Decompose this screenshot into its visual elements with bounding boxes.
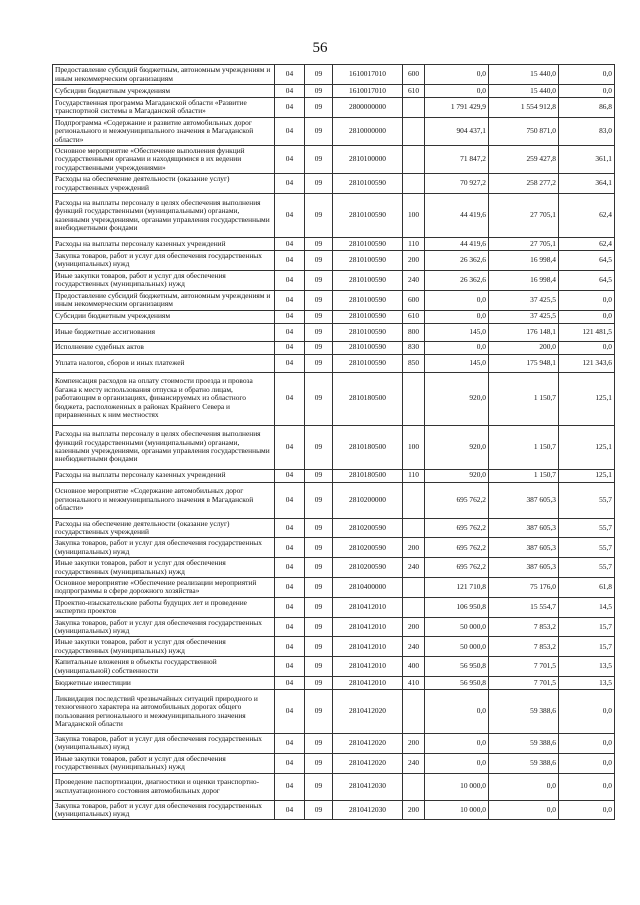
target-article-code: 1610017010 xyxy=(333,65,403,85)
subsection-code: 09 xyxy=(305,753,333,773)
section-code: 04 xyxy=(275,238,305,251)
expense-type-code: 100 xyxy=(403,194,425,238)
approved-amount: 71 847,2 xyxy=(425,146,489,174)
approved-amount: 50 000,0 xyxy=(425,617,489,637)
section-code: 04 xyxy=(275,558,305,578)
execution-percent: 62,4 xyxy=(559,238,615,251)
table-row xyxy=(53,469,615,482)
table-row xyxy=(53,85,615,98)
target-article-code: 2810100590 xyxy=(333,290,403,310)
execution-percent: 0,0 xyxy=(559,753,615,773)
subsection-code: 09 xyxy=(305,372,333,425)
subsection-code: 09 xyxy=(305,194,333,238)
table-row xyxy=(53,657,615,677)
section-code: 04 xyxy=(275,323,305,341)
expense-type-code: 240 xyxy=(403,753,425,773)
budget-item-name: Предоставление субсидий бюджетным, автономным учреждениям и иным некоммерческим организациям xyxy=(53,290,275,310)
approved-amount: 10 000,0 xyxy=(425,800,489,820)
target-article-code: 2810400000 xyxy=(333,577,403,597)
table-row xyxy=(53,238,615,251)
subsection-code: 09 xyxy=(305,677,333,690)
target-article-code: 2810100590 xyxy=(333,323,403,341)
executed-amount: 1 150,7 xyxy=(489,372,559,425)
executed-amount: 7 853,2 xyxy=(489,617,559,637)
table-row xyxy=(53,98,615,118)
subsection-code: 09 xyxy=(305,734,333,754)
subsection-code: 09 xyxy=(305,290,333,310)
target-article-code: 2810180500 xyxy=(333,425,403,469)
executed-amount: 27 705,1 xyxy=(489,238,559,251)
section-code: 04 xyxy=(275,146,305,174)
executed-amount: 258 277,2 xyxy=(489,174,559,194)
executed-amount: 15 440,0 xyxy=(489,85,559,98)
expense-type-code xyxy=(403,577,425,597)
table-row xyxy=(53,597,615,617)
approved-amount: 695 762,2 xyxy=(425,538,489,558)
budget-item-name: Закупка товаров, работ и услуг для обеспечения государственных (муниципальных) нужд xyxy=(53,251,275,271)
budget-item-name: Компенсация расходов на оплату стоимости проезда и провоза багажа к месту использования отпуска и обратно лицам, работающим в организациях, финансируемых из областного бюджета, расположенных в районах Крайнего Севера и приравненных к ним местностях xyxy=(53,372,275,425)
expense-type-code xyxy=(403,482,425,518)
subsection-code: 09 xyxy=(305,657,333,677)
table-row xyxy=(53,538,615,558)
execution-percent: 86,8 xyxy=(559,98,615,118)
table-row xyxy=(53,372,615,425)
approved-amount: 121 710,8 xyxy=(425,577,489,597)
executed-amount: 387 605,3 xyxy=(489,538,559,558)
approved-amount: 920,0 xyxy=(425,469,489,482)
table-row xyxy=(53,310,615,323)
expense-type-code: 830 xyxy=(403,341,425,354)
expense-type-code: 800 xyxy=(403,323,425,341)
budget-table xyxy=(52,64,615,820)
table-row xyxy=(53,251,615,271)
budget-item-name: Бюджетные инвестиции xyxy=(53,677,275,690)
budget-item-name: Расходы на выплаты персоналу в целях обеспечения выполнения функций государственными (муниципальными) органами, казенными учреждениями, органами управления государственными внебюджетными фондами xyxy=(53,194,275,238)
budget-item-name: Закупка товаров, работ и услуг для обеспечения государственных (муниципальных) нужд xyxy=(53,538,275,558)
budget-item-name: Расходы на выплаты персоналу казенных учреждений xyxy=(53,238,275,251)
section-code: 04 xyxy=(275,469,305,482)
budget-item-name: Иные закупки товаров, работ и услуг для обеспечения государственных (муниципальных) нужд xyxy=(53,753,275,773)
execution-percent: 64,5 xyxy=(559,251,615,271)
section-code: 04 xyxy=(275,773,305,800)
target-article-code: 2810412010 xyxy=(333,637,403,657)
approved-amount: 0,0 xyxy=(425,734,489,754)
table-row xyxy=(53,558,615,578)
section-code: 04 xyxy=(275,753,305,773)
execution-percent: 55,7 xyxy=(559,558,615,578)
executed-amount: 7 701,5 xyxy=(489,677,559,690)
subsection-code: 09 xyxy=(305,469,333,482)
subsection-code: 09 xyxy=(305,85,333,98)
approved-amount: 44 419,6 xyxy=(425,194,489,238)
subsection-code: 09 xyxy=(305,558,333,578)
execution-percent: 0,0 xyxy=(559,690,615,734)
approved-amount: 26 362,6 xyxy=(425,251,489,271)
execution-percent: 15,7 xyxy=(559,637,615,657)
expense-type-code: 200 xyxy=(403,251,425,271)
expense-type-code xyxy=(403,372,425,425)
subsection-code: 09 xyxy=(305,238,333,251)
target-article-code: 2810200590 xyxy=(333,518,403,538)
target-article-code: 1610017010 xyxy=(333,85,403,98)
budget-item-name: Закупка товаров, работ и услуг для обеспечения государственных (муниципальных) нужд xyxy=(53,734,275,754)
execution-percent: 125,1 xyxy=(559,469,615,482)
target-article-code: 2810412010 xyxy=(333,677,403,690)
executed-amount: 16 998,4 xyxy=(489,251,559,271)
execution-percent: 62,4 xyxy=(559,194,615,238)
table-row xyxy=(53,174,615,194)
execution-percent: 125,1 xyxy=(559,372,615,425)
executed-amount: 16 998,4 xyxy=(489,270,559,290)
executed-amount: 7 853,2 xyxy=(489,637,559,657)
table-row xyxy=(53,577,615,597)
approved-amount: 10 000,0 xyxy=(425,773,489,800)
approved-amount: 0,0 xyxy=(425,65,489,85)
target-article-code: 2810100590 xyxy=(333,194,403,238)
table-row xyxy=(53,146,615,174)
table-row xyxy=(53,677,615,690)
target-article-code: 2810412010 xyxy=(333,597,403,617)
target-article-code: 2810100590 xyxy=(333,354,403,372)
executed-amount: 387 605,3 xyxy=(489,482,559,518)
execution-percent: 0,0 xyxy=(559,310,615,323)
approved-amount: 0,0 xyxy=(425,753,489,773)
executed-amount: 0,0 xyxy=(489,800,559,820)
subsection-code: 09 xyxy=(305,98,333,118)
executed-amount: 37 425,5 xyxy=(489,310,559,323)
table-row xyxy=(53,482,615,518)
budget-item-name: Проведение паспортизации, диагностики и оценки транспортно-эксплуатационного состояния автомобильных дорог xyxy=(53,773,275,800)
approved-amount: 695 762,2 xyxy=(425,482,489,518)
execution-percent: 364,1 xyxy=(559,174,615,194)
section-code: 04 xyxy=(275,98,305,118)
section-code: 04 xyxy=(275,482,305,518)
execution-percent: 0,0 xyxy=(559,85,615,98)
execution-percent: 61,8 xyxy=(559,577,615,597)
approved-amount: 56 950,8 xyxy=(425,657,489,677)
execution-percent: 13,5 xyxy=(559,657,615,677)
section-code: 04 xyxy=(275,677,305,690)
table-row xyxy=(53,690,615,734)
expense-type-code xyxy=(403,174,425,194)
executed-amount: 1 150,7 xyxy=(489,469,559,482)
budget-item-name: Иные закупки товаров, работ и услуг для обеспечения государственных (муниципальных) нужд xyxy=(53,637,275,657)
expense-type-code: 400 xyxy=(403,657,425,677)
budget-item-name: Проектно-изыскательские работы будущих лет и проведение экспертиз проектов xyxy=(53,597,275,617)
executed-amount: 59 388,6 xyxy=(489,753,559,773)
approved-amount: 0,0 xyxy=(425,85,489,98)
table-row xyxy=(53,425,615,469)
section-code: 04 xyxy=(275,637,305,657)
expense-type-code: 100 xyxy=(403,425,425,469)
executed-amount: 37 425,5 xyxy=(489,290,559,310)
target-article-code: 2810200000 xyxy=(333,482,403,518)
expense-type-code: 240 xyxy=(403,270,425,290)
target-article-code: 2810000000 xyxy=(333,117,403,145)
approved-amount: 920,0 xyxy=(425,425,489,469)
executed-amount: 75 176,0 xyxy=(489,577,559,597)
budget-item-name: Государственная программа Магаданской области «Развитие транспортной системы в Магаданской области» xyxy=(53,98,275,118)
approved-amount: 695 762,2 xyxy=(425,558,489,578)
execution-percent: 64,5 xyxy=(559,270,615,290)
subsection-code: 09 xyxy=(305,538,333,558)
approved-amount: 70 927,2 xyxy=(425,174,489,194)
subsection-code: 09 xyxy=(305,597,333,617)
subsection-code: 09 xyxy=(305,310,333,323)
approved-amount: 26 362,6 xyxy=(425,270,489,290)
target-article-code: 2810100590 xyxy=(333,238,403,251)
budget-item-name: Расходы на обеспечение деятельности (оказание услуг) государственных учреждений xyxy=(53,518,275,538)
expense-type-code: 200 xyxy=(403,538,425,558)
subsection-code: 09 xyxy=(305,341,333,354)
subsection-code: 09 xyxy=(305,146,333,174)
budget-item-name: Иные закупки товаров, работ и услуг для обеспечения государственных (муниципальных) нужд xyxy=(53,558,275,578)
table-row xyxy=(53,734,615,754)
execution-percent: 121 481,5 xyxy=(559,323,615,341)
subsection-code: 09 xyxy=(305,482,333,518)
subsection-code: 09 xyxy=(305,617,333,637)
target-article-code: 2810412020 xyxy=(333,734,403,754)
target-article-code: 2810100590 xyxy=(333,174,403,194)
approved-amount: 695 762,2 xyxy=(425,518,489,538)
subsection-code: 09 xyxy=(305,117,333,145)
table-row xyxy=(53,341,615,354)
budget-item-name: Иные закупки товаров, работ и услуг для обеспечения государственных (муниципальных) нужд xyxy=(53,270,275,290)
subsection-code: 09 xyxy=(305,518,333,538)
budget-item-name: Предоставление субсидий бюджетным, автономным учреждениям и иным некоммерческим организациям xyxy=(53,65,275,85)
table-row xyxy=(53,194,615,238)
expense-type-code xyxy=(403,117,425,145)
target-article-code: 2810100590 xyxy=(333,310,403,323)
target-article-code: 2810412030 xyxy=(333,800,403,820)
target-article-code: 2810100590 xyxy=(333,270,403,290)
executed-amount: 0,0 xyxy=(489,773,559,800)
expense-type-code xyxy=(403,773,425,800)
section-code: 04 xyxy=(275,117,305,145)
table-row xyxy=(53,518,615,538)
budget-item-name: Уплата налогов, сборов и иных платежей xyxy=(53,354,275,372)
target-article-code: 2810100000 xyxy=(333,146,403,174)
budget-item-name: Субсидии бюджетным учреждениям xyxy=(53,310,275,323)
expense-type-code: 110 xyxy=(403,238,425,251)
expense-type-code xyxy=(403,98,425,118)
section-code: 04 xyxy=(275,657,305,677)
budget-item-name: Основное мероприятие «Обеспечение выполнения функций государственными органами и находящимися в их ведении государственными учреждениями» xyxy=(53,146,275,174)
budget-item-name: Закупка товаров, работ и услуг для обеспечения государственных (муниципальных) нужд xyxy=(53,800,275,820)
execution-percent: 55,7 xyxy=(559,518,615,538)
approved-amount: 0,0 xyxy=(425,310,489,323)
section-code: 04 xyxy=(275,734,305,754)
approved-amount: 0,0 xyxy=(425,690,489,734)
execution-percent: 13,5 xyxy=(559,677,615,690)
subsection-code: 09 xyxy=(305,577,333,597)
section-code: 04 xyxy=(275,174,305,194)
executed-amount: 387 605,3 xyxy=(489,558,559,578)
execution-percent: 125,1 xyxy=(559,425,615,469)
approved-amount: 0,0 xyxy=(425,341,489,354)
approved-amount: 56 950,8 xyxy=(425,677,489,690)
expense-type-code xyxy=(403,690,425,734)
section-code: 04 xyxy=(275,251,305,271)
section-code: 04 xyxy=(275,800,305,820)
expense-type-code xyxy=(403,597,425,617)
table-row xyxy=(53,290,615,310)
section-code: 04 xyxy=(275,425,305,469)
table-row xyxy=(53,637,615,657)
executed-amount: 175 948,1 xyxy=(489,354,559,372)
execution-percent: 0,0 xyxy=(559,734,615,754)
budget-item-name: Основное мероприятие «Содержание автомобильных дорог регионального и межмуниципального значения в Магаданской области» xyxy=(53,482,275,518)
target-article-code: 2810200590 xyxy=(333,538,403,558)
target-article-code: 2810412030 xyxy=(333,773,403,800)
execution-percent: 55,7 xyxy=(559,538,615,558)
table-row xyxy=(53,323,615,341)
approved-amount: 904 437,1 xyxy=(425,117,489,145)
target-article-code: 2810180500 xyxy=(333,469,403,482)
section-code: 04 xyxy=(275,577,305,597)
executed-amount: 387 605,3 xyxy=(489,518,559,538)
table-row xyxy=(53,617,615,637)
executed-amount: 750 871,0 xyxy=(489,117,559,145)
section-code: 04 xyxy=(275,372,305,425)
budget-item-name: Подпрограмма «Содержание и развитие автомобильных дорог регионального и межмуниципального значения в Магаданской области» xyxy=(53,117,275,145)
budget-item-name: Иные бюджетные ассигнования xyxy=(53,323,275,341)
expense-type-code: 200 xyxy=(403,734,425,754)
subsection-code: 09 xyxy=(305,251,333,271)
section-code: 04 xyxy=(275,341,305,354)
subsection-code: 09 xyxy=(305,637,333,657)
expense-type-code xyxy=(403,146,425,174)
target-article-code: 2810100590 xyxy=(333,341,403,354)
budget-item-name: Исполнение судебных актов xyxy=(53,341,275,354)
section-code: 04 xyxy=(275,85,305,98)
subsection-code: 09 xyxy=(305,800,333,820)
budget-item-name: Капитальные вложения в объекты государственной (муниципальной) собственности xyxy=(53,657,275,677)
execution-percent: 0,0 xyxy=(559,800,615,820)
section-code: 04 xyxy=(275,270,305,290)
executed-amount: 200,0 xyxy=(489,341,559,354)
target-article-code: 2810100590 xyxy=(333,251,403,271)
section-code: 04 xyxy=(275,518,305,538)
page-number: 56 xyxy=(312,40,328,56)
section-code: 04 xyxy=(275,538,305,558)
subsection-code: 09 xyxy=(305,773,333,800)
table-row xyxy=(53,800,615,820)
budget-item-name: Ликвидация последствий чрезвычайных ситуаций природного и техногенного характера на автомобильных дорогах общего пользования регионального и межмуниципального значения Магаданской области xyxy=(53,690,275,734)
executed-amount: 259 427,8 xyxy=(489,146,559,174)
execution-percent: 121 343,6 xyxy=(559,354,615,372)
subsection-code: 09 xyxy=(305,690,333,734)
execution-percent: 55,7 xyxy=(559,482,615,518)
budget-item-name: Основное мероприятие «Обеспечение реализации мероприятий подпрограммы в сфере дорожного хозяйства» xyxy=(53,577,275,597)
table-row xyxy=(53,773,615,800)
execution-percent: 83,0 xyxy=(559,117,615,145)
section-code: 04 xyxy=(275,310,305,323)
subsection-code: 09 xyxy=(305,323,333,341)
section-code: 04 xyxy=(275,597,305,617)
executed-amount: 176 148,1 xyxy=(489,323,559,341)
target-article-code: 2810412010 xyxy=(333,617,403,637)
expense-type-code: 200 xyxy=(403,800,425,820)
execution-percent: 361,1 xyxy=(559,146,615,174)
approved-amount: 145,0 xyxy=(425,354,489,372)
section-code: 04 xyxy=(275,194,305,238)
target-article-code: 2800000000 xyxy=(333,98,403,118)
subsection-code: 09 xyxy=(305,270,333,290)
expense-type-code: 240 xyxy=(403,558,425,578)
executed-amount: 7 701,5 xyxy=(489,657,559,677)
budget-item-name: Расходы на выплаты персоналу в целях обеспечения выполнения функций государственными (муниципальными) органами, казенными учреждениями, органами управления государственными внебюджетными фондами xyxy=(53,425,275,469)
executed-amount: 59 388,6 xyxy=(489,690,559,734)
subsection-code: 09 xyxy=(305,425,333,469)
approved-amount: 0,0 xyxy=(425,290,489,310)
execution-percent: 14,5 xyxy=(559,597,615,617)
approved-amount: 44 419,6 xyxy=(425,238,489,251)
expense-type-code: 600 xyxy=(403,290,425,310)
budget-item-name: Расходы на выплаты персоналу казенных учреждений xyxy=(53,469,275,482)
target-article-code: 2810412010 xyxy=(333,657,403,677)
section-code: 04 xyxy=(275,690,305,734)
executed-amount: 15 554,7 xyxy=(489,597,559,617)
approved-amount: 50 000,0 xyxy=(425,637,489,657)
budget-item-name: Закупка товаров, работ и услуг для обеспечения государственных (муниципальных) нужд xyxy=(53,617,275,637)
budget-item-name: Субсидии бюджетным учреждениям xyxy=(53,85,275,98)
section-code: 04 xyxy=(275,354,305,372)
expense-type-code: 240 xyxy=(403,637,425,657)
subsection-code: 09 xyxy=(305,65,333,85)
expense-type-code: 610 xyxy=(403,310,425,323)
section-code: 04 xyxy=(275,65,305,85)
table-row xyxy=(53,65,615,85)
target-article-code: 2810180500 xyxy=(333,372,403,425)
table-row xyxy=(53,270,615,290)
expense-type-code: 110 xyxy=(403,469,425,482)
expense-type-code: 610 xyxy=(403,85,425,98)
approved-amount: 920,0 xyxy=(425,372,489,425)
budget-item-name: Расходы на обеспечение деятельности (оказание услуг) государственных учреждений xyxy=(53,174,275,194)
subsection-code: 09 xyxy=(305,174,333,194)
section-code: 04 xyxy=(275,617,305,637)
section-code: 04 xyxy=(275,290,305,310)
executed-amount: 59 388,6 xyxy=(489,734,559,754)
execution-percent: 15,7 xyxy=(559,617,615,637)
approved-amount: 1 791 429,9 xyxy=(425,98,489,118)
expense-type-code: 600 xyxy=(403,65,425,85)
executed-amount: 15 440,0 xyxy=(489,65,559,85)
expense-type-code: 410 xyxy=(403,677,425,690)
execution-percent: 0,0 xyxy=(559,65,615,85)
expense-type-code: 200 xyxy=(403,617,425,637)
expense-type-code: 850 xyxy=(403,354,425,372)
executed-amount: 1 554 912,8 xyxy=(489,98,559,118)
approved-amount: 106 950,8 xyxy=(425,597,489,617)
execution-percent: 0,0 xyxy=(559,290,615,310)
target-article-code: 2810200590 xyxy=(333,558,403,578)
execution-percent: 0,0 xyxy=(559,341,615,354)
approved-amount: 145,0 xyxy=(425,323,489,341)
expense-type-code xyxy=(403,518,425,538)
target-article-code: 2810412020 xyxy=(333,753,403,773)
subsection-code: 09 xyxy=(305,354,333,372)
execution-percent: 0,0 xyxy=(559,773,615,800)
target-article-code: 2810412020 xyxy=(333,690,403,734)
executed-amount: 1 150,7 xyxy=(489,425,559,469)
table-row xyxy=(53,354,615,372)
table-row xyxy=(53,117,615,145)
table-row xyxy=(53,753,615,773)
executed-amount: 27 705,1 xyxy=(489,194,559,238)
